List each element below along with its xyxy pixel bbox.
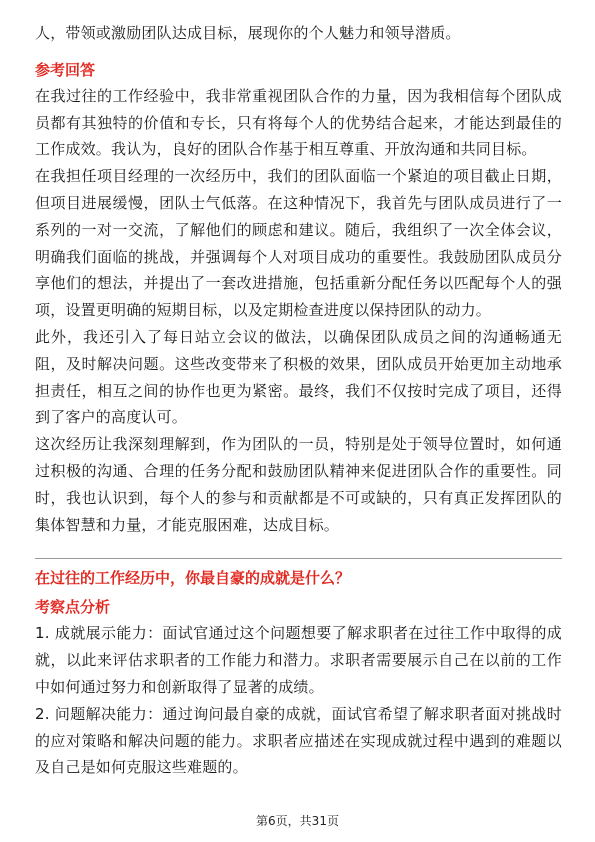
answer-paragraph-1: 在我过往的工作经验中，我非常重视团队合作的力量，因为我相信每个团队成员都有其独特的价值和专长，只有将每个人的优势结合起来，才能达到最佳的工作成效。我认为，良好的团队合作基于相互尊重、开放沟通和共同目标。: [35, 86, 562, 159]
answer-paragraph-3: 此外，我还引入了每日站立会议的做法，以确保团队成员之间的沟通畅通无阻，及时解决问题。这些改变带来了积极的效果，团队成员开始更加主动地承担责任，相互之间的协作也更为紧密。最终，我们不仅按时完成了项目，还得到了客户的高度认可。: [35, 327, 562, 427]
analysis-point-1: 1. 成就展示能力：面试官通过这个问题想要了解求职者在过往工作中取得的成就，以此来评估求职者的工作能力和潜力。求职者需要展示自己在以前的工作中如何通过努力和创新取得了显著的成绩。: [35, 624, 562, 696]
question-title: 在过往的工作经历中，你最自豪的成就是什么？: [35, 569, 351, 588]
page-number: 第6页，共31页: [256, 814, 339, 828]
answer-paragraph-4: 这次经历让我深刻理解到，作为团队的一员，特别是处于领导位置时，如何通过积极的沟通、合理的任务分配和鼓励团队精神来促进团队合作的重要性。同时，我也认识到，每个人的参与和贡献都是不可或缺的，只有真正发挥团队的集体智慧和力量，才能克服困难，达成目标。: [35, 435, 562, 534]
answer-paragraph-2: 在我担任项目经理的一次经历中，我们的团队面临一个紧迫的项目截止日期，但项目进展缓慢，团队士气低落。在这种情况下，我首先与团队成员进行了一系列的一对一交流，了解他们的顾虑和建议。随后，我组织了一次全体会议，明确我们面临的挑战，并强调每个人对项目成功的重要性。我鼓励团队成员分享他们的想法，并提出了一套改进措施，包括重新分配任务以匹配每个人的强项，设置更明确的短期目标，以及定期检查进度以保持团队的动力。: [35, 167, 562, 320]
answer-heading: 参考回答: [35, 60, 96, 79]
document-page: [35, 20, 562, 781]
section-divider: [35, 558, 562, 559]
continued-text: 人，带领或激励团队达成目标，展现你的个人魅力和领导潜质。: [35, 24, 461, 42]
analysis-heading: 考察点分析: [35, 598, 111, 617]
analysis-point-2: 2. 问题解决能力：通过询问最自豪的成就，面试官希望了解求职者面对挑战时的应对策略和解决问题的能力。求职者应描述在实现成就过程中遇到的难题以及自己是如何克服这些难题的。: [35, 704, 562, 777]
